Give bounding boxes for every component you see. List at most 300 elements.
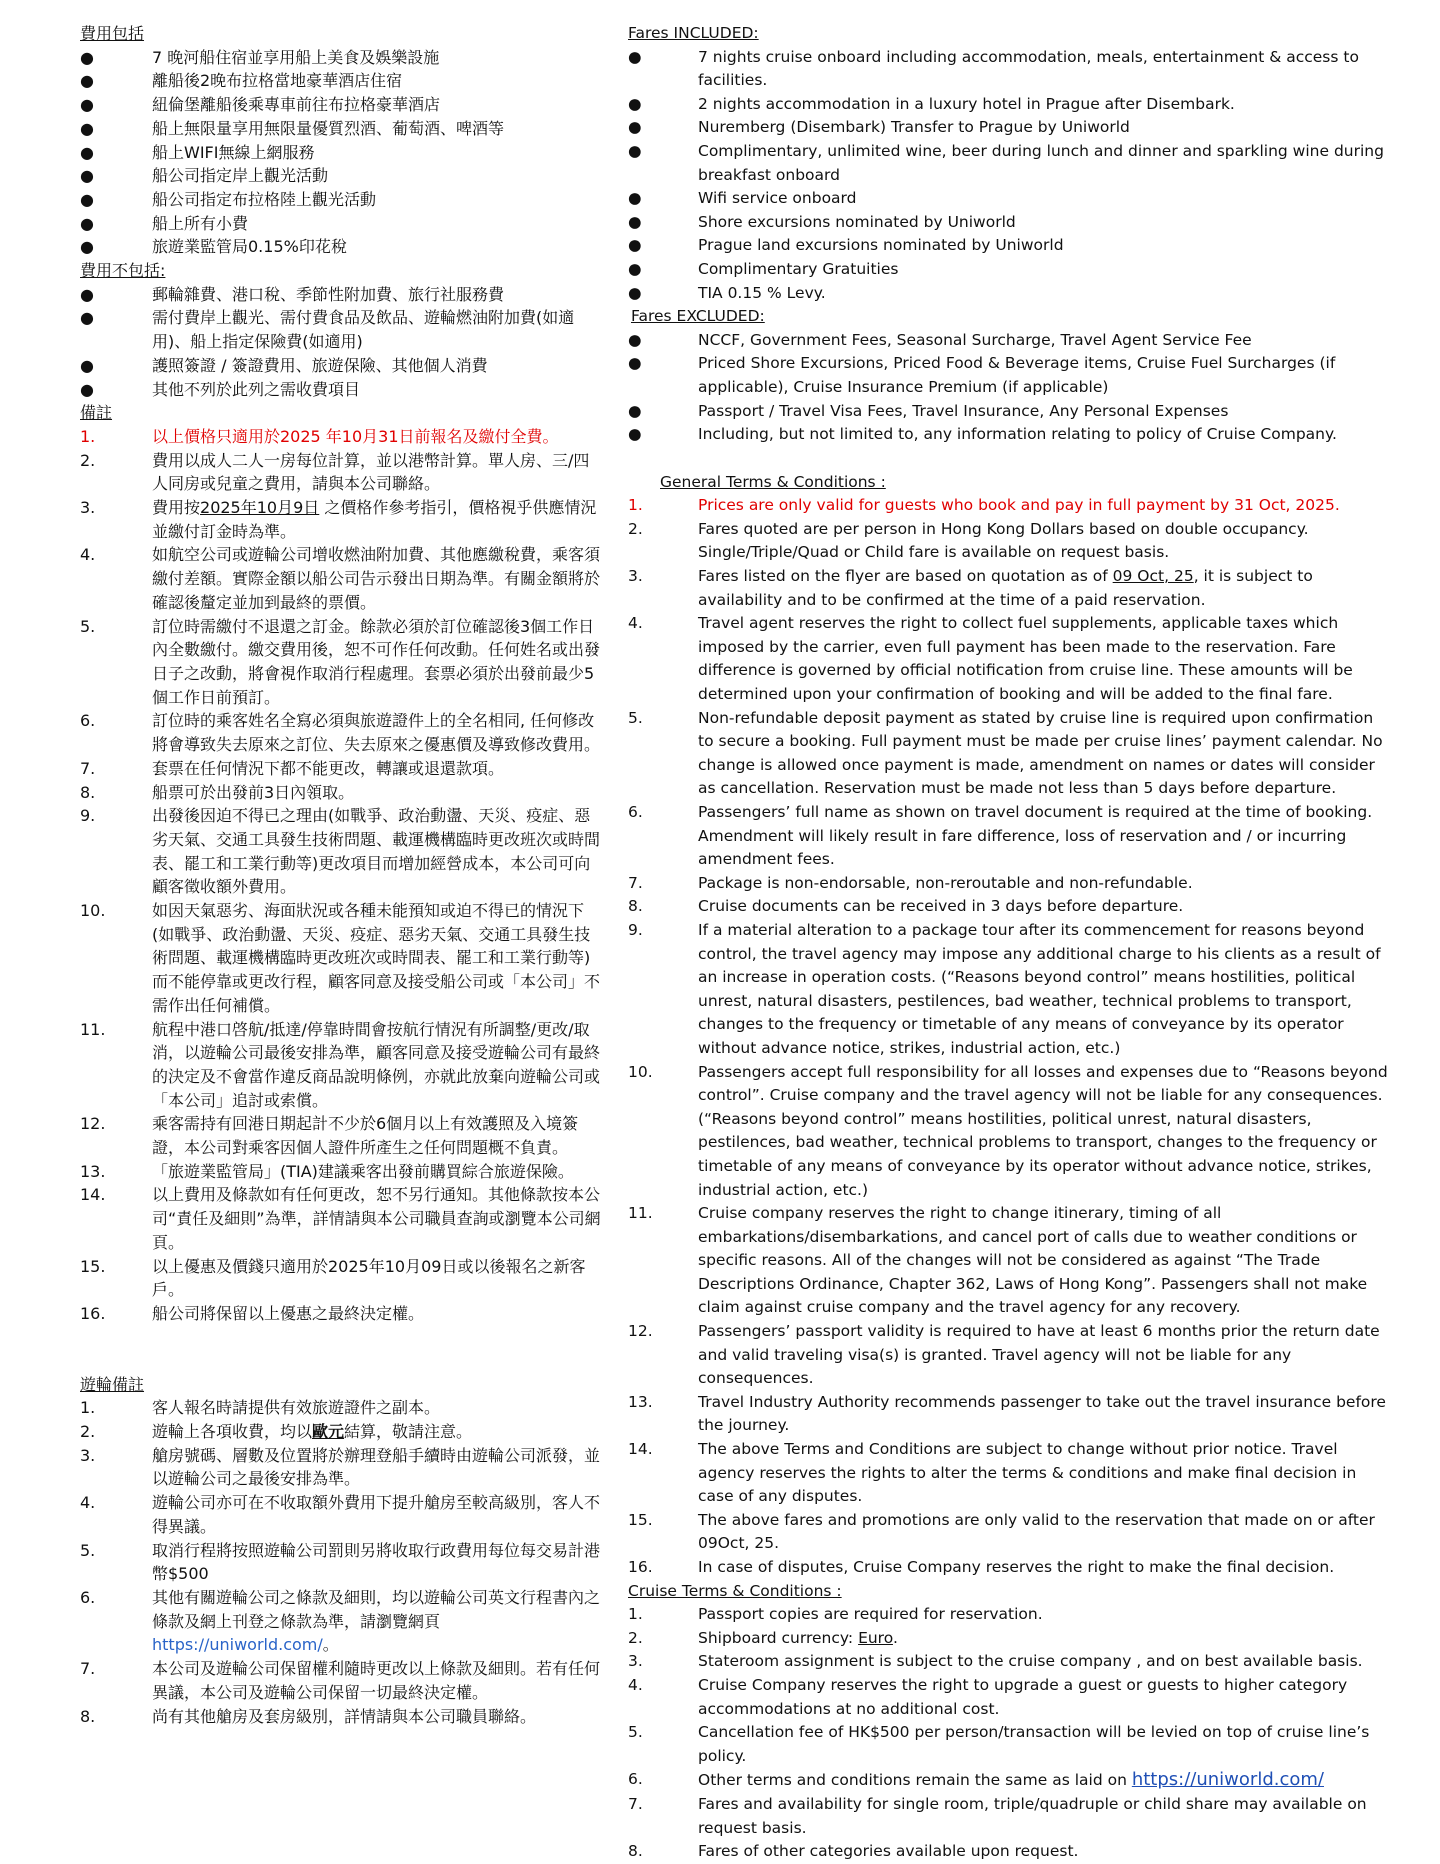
list-item — [628, 707, 1388, 801]
list-item — [80, 188, 605, 212]
list-item — [628, 187, 1388, 211]
text-run: , it is subject to availability and to be confirmed at the time of a paid reservation. — [698, 567, 1313, 609]
bullet-icon: ● — [80, 308, 94, 328]
list-item — [628, 93, 1388, 117]
list-item — [628, 1793, 1388, 1840]
bullet-icon: ● — [80, 213, 94, 233]
text-run: Cancellation fee of HK$500 per person/transaction will be levied on top of cruise line’s policy. — [698, 1723, 1370, 1765]
chinese-terms-column — [80, 22, 605, 1728]
general-terms-heading-en: General Terms & Conditions : — [660, 472, 886, 491]
list-item-text — [698, 1556, 1388, 1580]
text-run: Passport copies are required for reservation. — [698, 1605, 1043, 1624]
list-item-text — [698, 518, 1388, 565]
underlined-text: Euro — [858, 1628, 893, 1647]
included-list-zh — [80, 46, 605, 259]
list-item — [80, 1491, 605, 1538]
item-number: 8. — [80, 782, 96, 802]
item-number: 3. — [628, 567, 643, 586]
list-item-text — [698, 1061, 1388, 1203]
excluded-heading-zh: 費用不包括: — [80, 261, 166, 281]
list-item-text: 船上無限量享用無限量優質烈酒、葡萄酒、啤酒等 — [152, 118, 505, 138]
list-item — [628, 1061, 1388, 1203]
list-item-text — [152, 615, 605, 710]
item-number: 14. — [628, 1440, 653, 1459]
list-item — [628, 211, 1388, 235]
remarks-heading-zh: 備註 — [80, 403, 113, 423]
list-item — [80, 757, 605, 781]
list-item — [80, 46, 605, 70]
text-run: 以上優惠及價錢只適用於2025年10月09日或以後報名之新客戶。 — [152, 1256, 586, 1300]
item-number: 2. — [80, 1422, 96, 1442]
list-item-text — [698, 1509, 1388, 1556]
text-run: 以上價格只適用於2025 年10月31日前報名及繳付全費。 — [152, 426, 559, 446]
list-item-text — [152, 1420, 605, 1444]
text-run: 艙房號碼、層數及位置將於辦理登船手續時由遊輪公司派發，並以遊輪公司之最後安排為準。 — [152, 1445, 601, 1489]
item-number: 4. — [628, 614, 643, 633]
item-number: 8. — [628, 897, 643, 916]
text-run: 「旅遊業監管局」(TIA)建議乘客出發前購買綜合旅遊保險。 — [152, 1161, 574, 1181]
list-item — [628, 400, 1388, 424]
text-run: Fares quoted are per person in Hong Kong Dollars based on double occupancy. Single/Triple/Quad or Child fare is available on request basis. — [698, 519, 1309, 562]
list-item-text — [698, 1650, 1388, 1674]
list-item-text — [698, 612, 1388, 706]
list-item-text — [698, 872, 1388, 896]
list-item — [628, 494, 1388, 518]
list-item — [628, 1840, 1388, 1864]
list-item-text — [152, 1255, 605, 1302]
list-item-text: 旅遊業監管局0.15%印花稅 — [152, 237, 347, 257]
list-item-text: 需付費岸上觀光、需付費食品及飲品、遊輪燃油附加費(如適用)、船上指定保險費(如適用) — [152, 308, 575, 352]
list-item — [80, 378, 605, 402]
text-run: 航程中港口啓航/抵達/停靠時間會按航行情況有所調整/更改/取消，以遊輪公司最後安排為準，顧客同意及接受遊輪公司有最終的決定及不會當作違反商品說明條例，亦就此放棄向遊輪公司或「本公司」追討或索償。 — [152, 1019, 601, 1110]
text-run: Passengers’ passport validity is required to have at least 6 months prior the return date and valid traveling visa(s) is granted. Travel agency will not be liable for any consequences. — [698, 1322, 1380, 1388]
item-number: 11. — [80, 1019, 106, 1039]
list-item — [628, 1391, 1388, 1438]
included-heading-zh: 費用包括 — [80, 24, 145, 43]
list-item-text — [152, 1444, 605, 1491]
text-run: 船公司將保留以上優惠之最終決定權。 — [152, 1303, 425, 1323]
text-run: Prices are only valid for guests who book and pay in full payment by 31 Oct, 2025. — [698, 496, 1340, 515]
list-item — [628, 140, 1388, 187]
item-number: 6. — [80, 711, 96, 731]
list-item — [628, 895, 1388, 919]
list-item — [628, 518, 1388, 565]
list-item — [628, 1556, 1388, 1580]
text-run: Travel agent reserves the right to collect fuel supplements, applicable taxes which imposed by the carrier, even full payment has been made to the reservation. Fare difference is governed by official notification from cruise line. These amounts will be determined upon your confirmation of booking and will be added to the final fare. — [698, 614, 1353, 704]
list-item — [628, 423, 1388, 447]
list-item — [80, 1302, 605, 1326]
item-number: 10. — [80, 901, 106, 921]
text-run: The above fares and promotions are only valid to the reservation that made on or after 09Oct, 25. — [698, 1510, 1375, 1553]
list-item — [80, 496, 605, 543]
list-item-text: Nuremberg (Disembark) Transfer to Prague by Uniworld — [698, 118, 1130, 137]
list-item — [80, 804, 605, 899]
list-item — [628, 282, 1388, 306]
bullet-icon: ● — [80, 166, 94, 186]
bullet-icon: ● — [80, 142, 94, 162]
text-run: . — [892, 1628, 898, 1647]
list-item — [628, 612, 1388, 706]
list-item-text — [698, 1721, 1388, 1768]
text-run: Passengers accept full responsibility for all losses and expenses due to “Reasons beyond control”. Cruise company and the travel agency will not be liable for any consequences. (“Reasons beyond control” means hostilities, political unrest, natural disasters, pestilences, bad weather, technical problems to transport, changes to the frequency or timetable of any means of conveyance by its operator without advance notice, strikes, industrial action, etc.) — [698, 1062, 1388, 1199]
bullet-icon: ● — [628, 118, 642, 137]
list-item — [628, 234, 1388, 258]
list-item — [80, 1396, 605, 1420]
item-number: 7. — [628, 1794, 643, 1813]
list-item-text: 紐倫堡離船後乘專車前往布拉格豪華酒店 — [152, 95, 441, 115]
item-number: 1. — [628, 1605, 643, 1624]
item-number: 8. — [628, 1842, 643, 1861]
text-run: Fares listed on the flyer are based on quotation as of — [698, 567, 1113, 586]
list-item-text — [152, 449, 605, 496]
item-number: 7. — [80, 1659, 96, 1679]
list-item — [628, 1603, 1388, 1627]
list-item — [80, 1586, 605, 1657]
list-item-text — [698, 707, 1388, 801]
list-item — [80, 354, 605, 378]
list-item-text: Including, but not limited to, any information relating to policy of Cruise Company. — [698, 425, 1337, 444]
list-item — [80, 1539, 605, 1586]
text-run: 出發後因迫不得已之理由(如戰爭、政治動盪、天災、疫症、惡劣天氣、交通工具發生技術問題、載運機構臨時更改班次或時間表、罷工和工業行動等)更改項目而增加經營成本，本公司可向顧客徵收額外費用。 — [152, 806, 601, 897]
text-run: Shipboard currency: — [698, 1628, 859, 1647]
bullet-icon: ● — [628, 47, 642, 66]
list-item-text — [698, 919, 1388, 1061]
text-run: Fares of other categories available upon request. — [698, 1842, 1079, 1861]
list-item-text: 7 晚河船住宿並享用船上美食及娛樂設施 — [152, 47, 440, 67]
list-item-text: Priced Shore Excursions, Priced Food & Beverage items, Cruise Fuel Surcharges (if applicable), Cruise Insurance Premium (if applicable) — [698, 354, 1336, 396]
bullet-icon: ● — [628, 354, 642, 373]
list-item-text — [152, 899, 605, 1018]
list-item-text — [698, 1438, 1388, 1509]
list-item-text — [152, 1539, 605, 1586]
text-run: 以上費用及條款如有任何更改，恕不另行通知。其他條款按本公司“責任及細則”為準，詳情請與本公司職員查詢或瀏覽本公司網頁。 — [152, 1185, 601, 1252]
list-item — [628, 1320, 1388, 1391]
list-item — [80, 93, 605, 117]
bullet-icon: ● — [628, 236, 642, 255]
list-item — [80, 1444, 605, 1491]
list-item — [80, 69, 605, 93]
bullet-icon: ● — [80, 189, 94, 209]
list-item — [80, 1160, 605, 1184]
text-run: 遊輪公司亦可在不收取額外費用下提升艙房至較高級別，客人不得異議。 — [152, 1493, 601, 1536]
list-item — [628, 1674, 1388, 1721]
list-item-text — [152, 1586, 605, 1657]
list-item — [80, 615, 605, 710]
item-number: 5. — [80, 1540, 96, 1560]
list-item-text — [152, 1018, 605, 1113]
item-number: 15. — [628, 1510, 653, 1529]
list-item — [80, 781, 605, 805]
list-item-text: Prague land excursions nominated by Uniworld — [698, 236, 1064, 255]
general-terms-list-en — [628, 494, 1388, 1579]
list-item-text — [698, 1840, 1388, 1864]
text-run: 尚有其他艙房及套房級別，詳情請與本公司職員聯絡。 — [152, 1706, 537, 1726]
text-run: Non-refundable deposit payment as stated by cruise line is required upon confirmation to secure a booking. Full payment must be made per cruise lines’ payment calendar. No change is allowed once payment is made, amendment on names or dates will consider as cancellation. Reservation must be made not less than 5 days before departure. — [698, 708, 1383, 798]
list-item-text — [698, 1768, 1388, 1793]
emphasized-text: 歐元 — [312, 1422, 345, 1442]
item-number: 4. — [628, 1675, 643, 1694]
list-item — [80, 283, 605, 307]
cruise-terms-list-en — [628, 1603, 1388, 1864]
list-item — [628, 919, 1388, 1061]
text-run: 訂位時的乘客姓名全寫必須與旅遊證件上的全名相同, 任何修改將會導致失去原來之訂位、失去原來之優惠價及導致修改費用。 — [152, 711, 601, 755]
text-run: 其他有關遊輪公司之條款及細則，均以遊輪公司英文行程書內之條款及網上刊登之條款為準，請瀏覽網頁 — [152, 1588, 601, 1631]
list-item-text: Complimentary, unlimited wine, beer during lunch and dinner and sparkling wine during breakfast onboard — [698, 141, 1384, 184]
excluded-list-zh — [80, 283, 605, 402]
english-terms-column — [628, 22, 1388, 1864]
item-number: 1. — [628, 496, 643, 515]
list-item — [628, 329, 1388, 353]
list-item-text — [152, 781, 605, 805]
text-run: Passengers’ full name as shown on travel document is required at the time of booking. Amendment will likely result in fare difference, loss of reservation and / or incurring amendment fees. — [698, 803, 1373, 869]
bullet-icon: ● — [628, 141, 642, 160]
text-run: 客人報名時請提供有效旅遊證件之副本。 — [152, 1398, 441, 1418]
underlined-text: 2025年10月9日 — [200, 498, 320, 518]
list-item-text — [152, 1705, 605, 1729]
bullet-icon: ● — [628, 401, 642, 420]
list-item — [628, 801, 1388, 872]
list-item — [628, 116, 1388, 140]
bullet-icon: ● — [628, 425, 642, 444]
list-item — [80, 212, 605, 236]
list-item-text — [698, 895, 1388, 919]
text-run: 取消行程將按照遊輪公司罰則另將收取行政費用每位每交易計港幣$500 — [152, 1540, 601, 1584]
item-number: 16. — [80, 1303, 106, 1323]
text-run: 本公司及遊輪公司保留權利隨時更改以上條款及細則。若有任何異議，本公司及遊輪公司保留一切最終決定權。 — [152, 1659, 601, 1702]
list-item — [80, 1657, 605, 1704]
list-item-text: 護照簽證 / 簽證費用、旅遊保險、其他個人消費 — [152, 355, 488, 375]
list-item-text — [698, 1674, 1388, 1721]
list-item — [628, 1438, 1388, 1509]
list-item — [628, 872, 1388, 896]
list-item-text: 船上所有小費 — [152, 213, 249, 233]
list-item — [80, 1112, 605, 1159]
item-number: 12. — [80, 1114, 106, 1134]
text-run: 船票可於出發前3日內領取。 — [152, 782, 355, 802]
list-item-text — [698, 801, 1388, 872]
item-number: 5. — [80, 616, 96, 636]
bullet-icon: ● — [628, 259, 642, 278]
text-run: 訂位時需繳付不退還之訂金。餘款必須於訂位確認後3個工作日內全數繳付。繳交費用後，恕不可作任何改動。任何姓名或出發日子之改動，將會視作取消行程處理。套票必須於出發前最少5個工作日前預訂。 — [152, 616, 601, 707]
list-item-text — [698, 1320, 1388, 1391]
item-number: 16. — [628, 1558, 653, 1576]
item-number: 7. — [80, 758, 96, 778]
list-item-text: TIA 0.15 % Levy. — [698, 283, 826, 302]
item-number: 6. — [628, 803, 643, 821]
list-item — [628, 1768, 1388, 1793]
list-item-text: Wifi service onboard — [698, 189, 857, 208]
text-run: 遊輪上各項收費，均以 — [152, 1422, 313, 1442]
list-item — [628, 1650, 1388, 1674]
item-number: 10. — [628, 1062, 653, 1081]
text-run: Cruise documents can be received in 3 days before departure. — [698, 897, 1184, 916]
list-item-text — [152, 1491, 605, 1538]
text-run: Travel Industry Authority recommends passenger to take out the travel insurance before the journey. — [698, 1392, 1386, 1435]
included-heading-en: Fares INCLUDED: — [628, 24, 759, 42]
item-number: 4. — [80, 545, 96, 565]
item-number: 7. — [628, 873, 643, 892]
list-item — [628, 1627, 1388, 1651]
item-number: 5. — [628, 1723, 643, 1742]
list-item-text — [152, 1183, 605, 1254]
bullet-icon: ● — [80, 47, 94, 67]
excluded-list-en — [628, 329, 1388, 447]
item-number: 8. — [80, 1706, 96, 1726]
list-item — [80, 543, 605, 614]
text-run: Other terms and conditions remain the same as laid — [698, 1771, 1108, 1790]
bullet-icon: ● — [628, 283, 642, 302]
text-run: on — [1107, 1771, 1132, 1790]
text-run: 套票在任何情況下都不能更改，轉讓或退還款項。 — [152, 758, 505, 778]
text-run: 乘客需持有回港日期起計不少於6個月以上有效護照及入境簽證，本公司對乘客因個人證件所產生之任何問題概不負責。 — [152, 1114, 579, 1158]
item-number: 9. — [628, 920, 643, 939]
list-item — [80, 1420, 605, 1444]
item-number: 15. — [80, 1256, 106, 1276]
list-item — [80, 235, 605, 259]
text-run: 。 — [322, 1635, 339, 1655]
list-item-text: Passport / Travel Visa Fees, Travel Insurance, Any Personal Expenses — [698, 401, 1229, 420]
item-number: 1. — [80, 1398, 96, 1418]
text-run: Cruise Company reserves the right to upgrade a guest or guests to higher category accommodations at no additional cost. — [698, 1675, 1348, 1718]
list-item — [628, 352, 1388, 399]
text-run: Fares and availability for single room, triple/quadruple or child share may available on request basis. — [698, 1794, 1367, 1837]
item-number: 14. — [80, 1185, 106, 1205]
text-run: The above Terms and Conditions are subject to change without prior notice. Travel agency reserves the rights to alter the terms & conditions and make final decision in case of any disputes. — [698, 1440, 1357, 1506]
item-number: 13. — [628, 1392, 653, 1411]
list-item-text: 7 nights cruise onboard including accommodation, meals, entertainment & access to facilities. — [698, 47, 1359, 90]
item-number: 4. — [80, 1493, 96, 1513]
item-number: 9. — [80, 806, 96, 826]
item-number: 1. — [80, 426, 96, 446]
remarks-list-zh — [80, 425, 605, 1326]
text-run: 如航空公司或遊輪公司增收燃油附加費、其他應繳稅費，乘客須繳付差額。實際金額以船公司告示發出日期為準。有關金額將於確認後釐定並加到最終的票價。 — [152, 545, 601, 612]
list-item — [80, 899, 605, 1018]
list-item-text — [698, 565, 1388, 612]
list-item-text: 其他不列於此列之需收費項目 — [152, 379, 361, 399]
list-item-text — [152, 1396, 605, 1420]
list-item-text — [152, 1160, 605, 1184]
item-number: 11. — [628, 1204, 653, 1223]
item-number: 6. — [80, 1588, 96, 1607]
uniworld-link[interactable]: https://uniworld.com/ — [1131, 1769, 1324, 1791]
cruise-remarks-list-zh — [80, 1396, 605, 1728]
list-item-text: 船上WIFI無線上網服務 — [152, 142, 315, 162]
item-number: 12. — [628, 1322, 653, 1341]
list-item-text — [698, 1603, 1388, 1627]
list-item-text: 郵輪雜費、港口稅、季節性附加費、旅行社服務費 — [152, 284, 505, 304]
list-item-text — [698, 1202, 1388, 1320]
list-item — [80, 1255, 605, 1302]
item-number: 3. — [80, 1445, 96, 1465]
text-run: Cruise company reserves the right to change itinerary, timing of all embarkations/disembarkations, and cancel port of calls due to weather conditions or specific reasons. All of the changes will not be considered as against “The Trade Descriptions Ordinance, Chapter 362, Laws of Hong Kong”. Passengers shall not make claim against cruise company and the travel agency for any recovery. — [698, 1204, 1368, 1317]
bullet-icon: ● — [80, 284, 94, 304]
list-item — [80, 164, 605, 188]
item-number: 3. — [80, 498, 96, 518]
text-run: 如因天氣惡劣、海面狀況或各種未能預知或迫不得已的情況下(如戰爭、政治動盪、天災、疫症、惡劣天氣、交通工具發生技術問題、載運機構臨時更改班次或時間表、罷工和工業行動等)而不能停靠或更改行程，顧客同意及接受船公司或「本公司」不需作出任何補償。 — [152, 901, 601, 1015]
text-run: Stateroom assignment is subject to the cruise company , and on best available basis. — [698, 1652, 1363, 1671]
list-item — [80, 1183, 605, 1254]
list-item-text: NCCF, Government Fees, Seasonal Surcharge, Travel Agent Service Fee — [698, 330, 1252, 349]
item-number: 2. — [80, 450, 96, 470]
bullet-icon: ● — [628, 212, 642, 231]
text-run: If a material alteration to a package tour after its commencement for reasons beyond control, the travel agency may impose any additional charge to his clients as a result of an increase in operation costs. (“Reasons beyond control” means hostilities, political unrest, natural disasters, pestilences, bad weather, technical problems to transport, changes to the frequency or timetable of any means of conveyance by its operator without advance notice, strikes, industrial action, etc.) — [698, 920, 1381, 1057]
text-run: 之價格作參考指引，價格視乎供應情況並繳付訂金時為準。 — [152, 498, 597, 541]
list-item-text — [152, 543, 605, 614]
list-item-text — [152, 1657, 605, 1704]
list-item — [80, 449, 605, 496]
bullet-icon: ● — [628, 189, 642, 208]
bullet-icon: ● — [80, 71, 94, 91]
list-item-text: Shore excursions nominated by Uniworld — [698, 212, 1016, 231]
list-item — [80, 117, 605, 141]
list-item — [80, 141, 605, 165]
excluded-heading-en: Fares EXCLUDED: — [631, 307, 765, 326]
list-item — [628, 1509, 1388, 1556]
list-item-text — [698, 1627, 1388, 1651]
text-run: In case of disputes, Cruise Company reserves the right to make the final decision. — [698, 1558, 1335, 1576]
list-item — [628, 565, 1388, 612]
list-item-text — [152, 709, 605, 756]
list-item — [628, 258, 1388, 282]
item-number: 2. — [628, 519, 643, 538]
uniworld-link[interactable]: https://uniworld.com/ — [152, 1635, 323, 1655]
bullet-icon: ● — [80, 95, 94, 115]
underlined-text: 09 Oct, 25 — [1112, 567, 1194, 586]
list-item-text — [698, 1793, 1388, 1840]
list-item-text — [152, 757, 605, 781]
bullet-icon: ● — [628, 94, 642, 113]
bullet-icon: ● — [80, 379, 94, 399]
text-run: Package is non-endorsable, non-reroutable and non-refundable. — [698, 873, 1193, 892]
text-run: 費用按 — [152, 498, 201, 518]
list-item-text — [152, 1112, 605, 1159]
item-number: 5. — [628, 708, 643, 727]
text-run: 費用以成人二人一房每位計算，並以港幣計算。單人房、三/四人同房或兒童之費用，請與本公司聯絡。 — [152, 450, 590, 494]
list-item — [628, 1202, 1388, 1320]
list-item — [80, 1018, 605, 1113]
bullet-icon: ● — [80, 118, 94, 138]
bullet-icon: ● — [628, 330, 642, 349]
item-number: 3. — [628, 1652, 643, 1671]
list-item-text: Complimentary Gratuities — [698, 259, 899, 278]
list-item — [80, 1705, 605, 1729]
list-item-text: 船公司指定布拉格陸上觀光活動 — [152, 189, 377, 209]
included-list-en — [628, 46, 1388, 306]
list-item — [80, 425, 605, 449]
list-item — [80, 709, 605, 756]
item-number: 13. — [80, 1161, 106, 1181]
list-item — [628, 1721, 1388, 1768]
list-item-text — [152, 496, 605, 543]
item-number: 2. — [628, 1628, 643, 1647]
list-item-text — [152, 1302, 605, 1326]
list-item-text — [152, 804, 605, 899]
text-run: 結算，敬請注意。 — [344, 1422, 473, 1442]
list-item-text: 船公司指定岸上觀光活動 — [152, 166, 329, 186]
cruise-terms-heading-en: Cruise Terms & Conditions : — [628, 1581, 842, 1600]
list-item-text — [152, 425, 605, 449]
list-item-text — [698, 1391, 1388, 1438]
bullet-icon: ● — [80, 237, 94, 257]
list-item — [628, 46, 1388, 93]
list-item-text: 離船後2晚布拉格當地豪華酒店住宿 — [152, 71, 403, 91]
cruise-remarks-heading-zh: 遊輪備註 — [80, 1374, 145, 1394]
list-item — [80, 306, 605, 353]
bullet-icon: ● — [80, 355, 94, 375]
item-number: 6. — [628, 1770, 643, 1789]
list-item-text: 2 nights accommodation in a luxury hotel in Prague after Disembark. — [698, 94, 1235, 113]
list-item-text — [698, 494, 1388, 518]
